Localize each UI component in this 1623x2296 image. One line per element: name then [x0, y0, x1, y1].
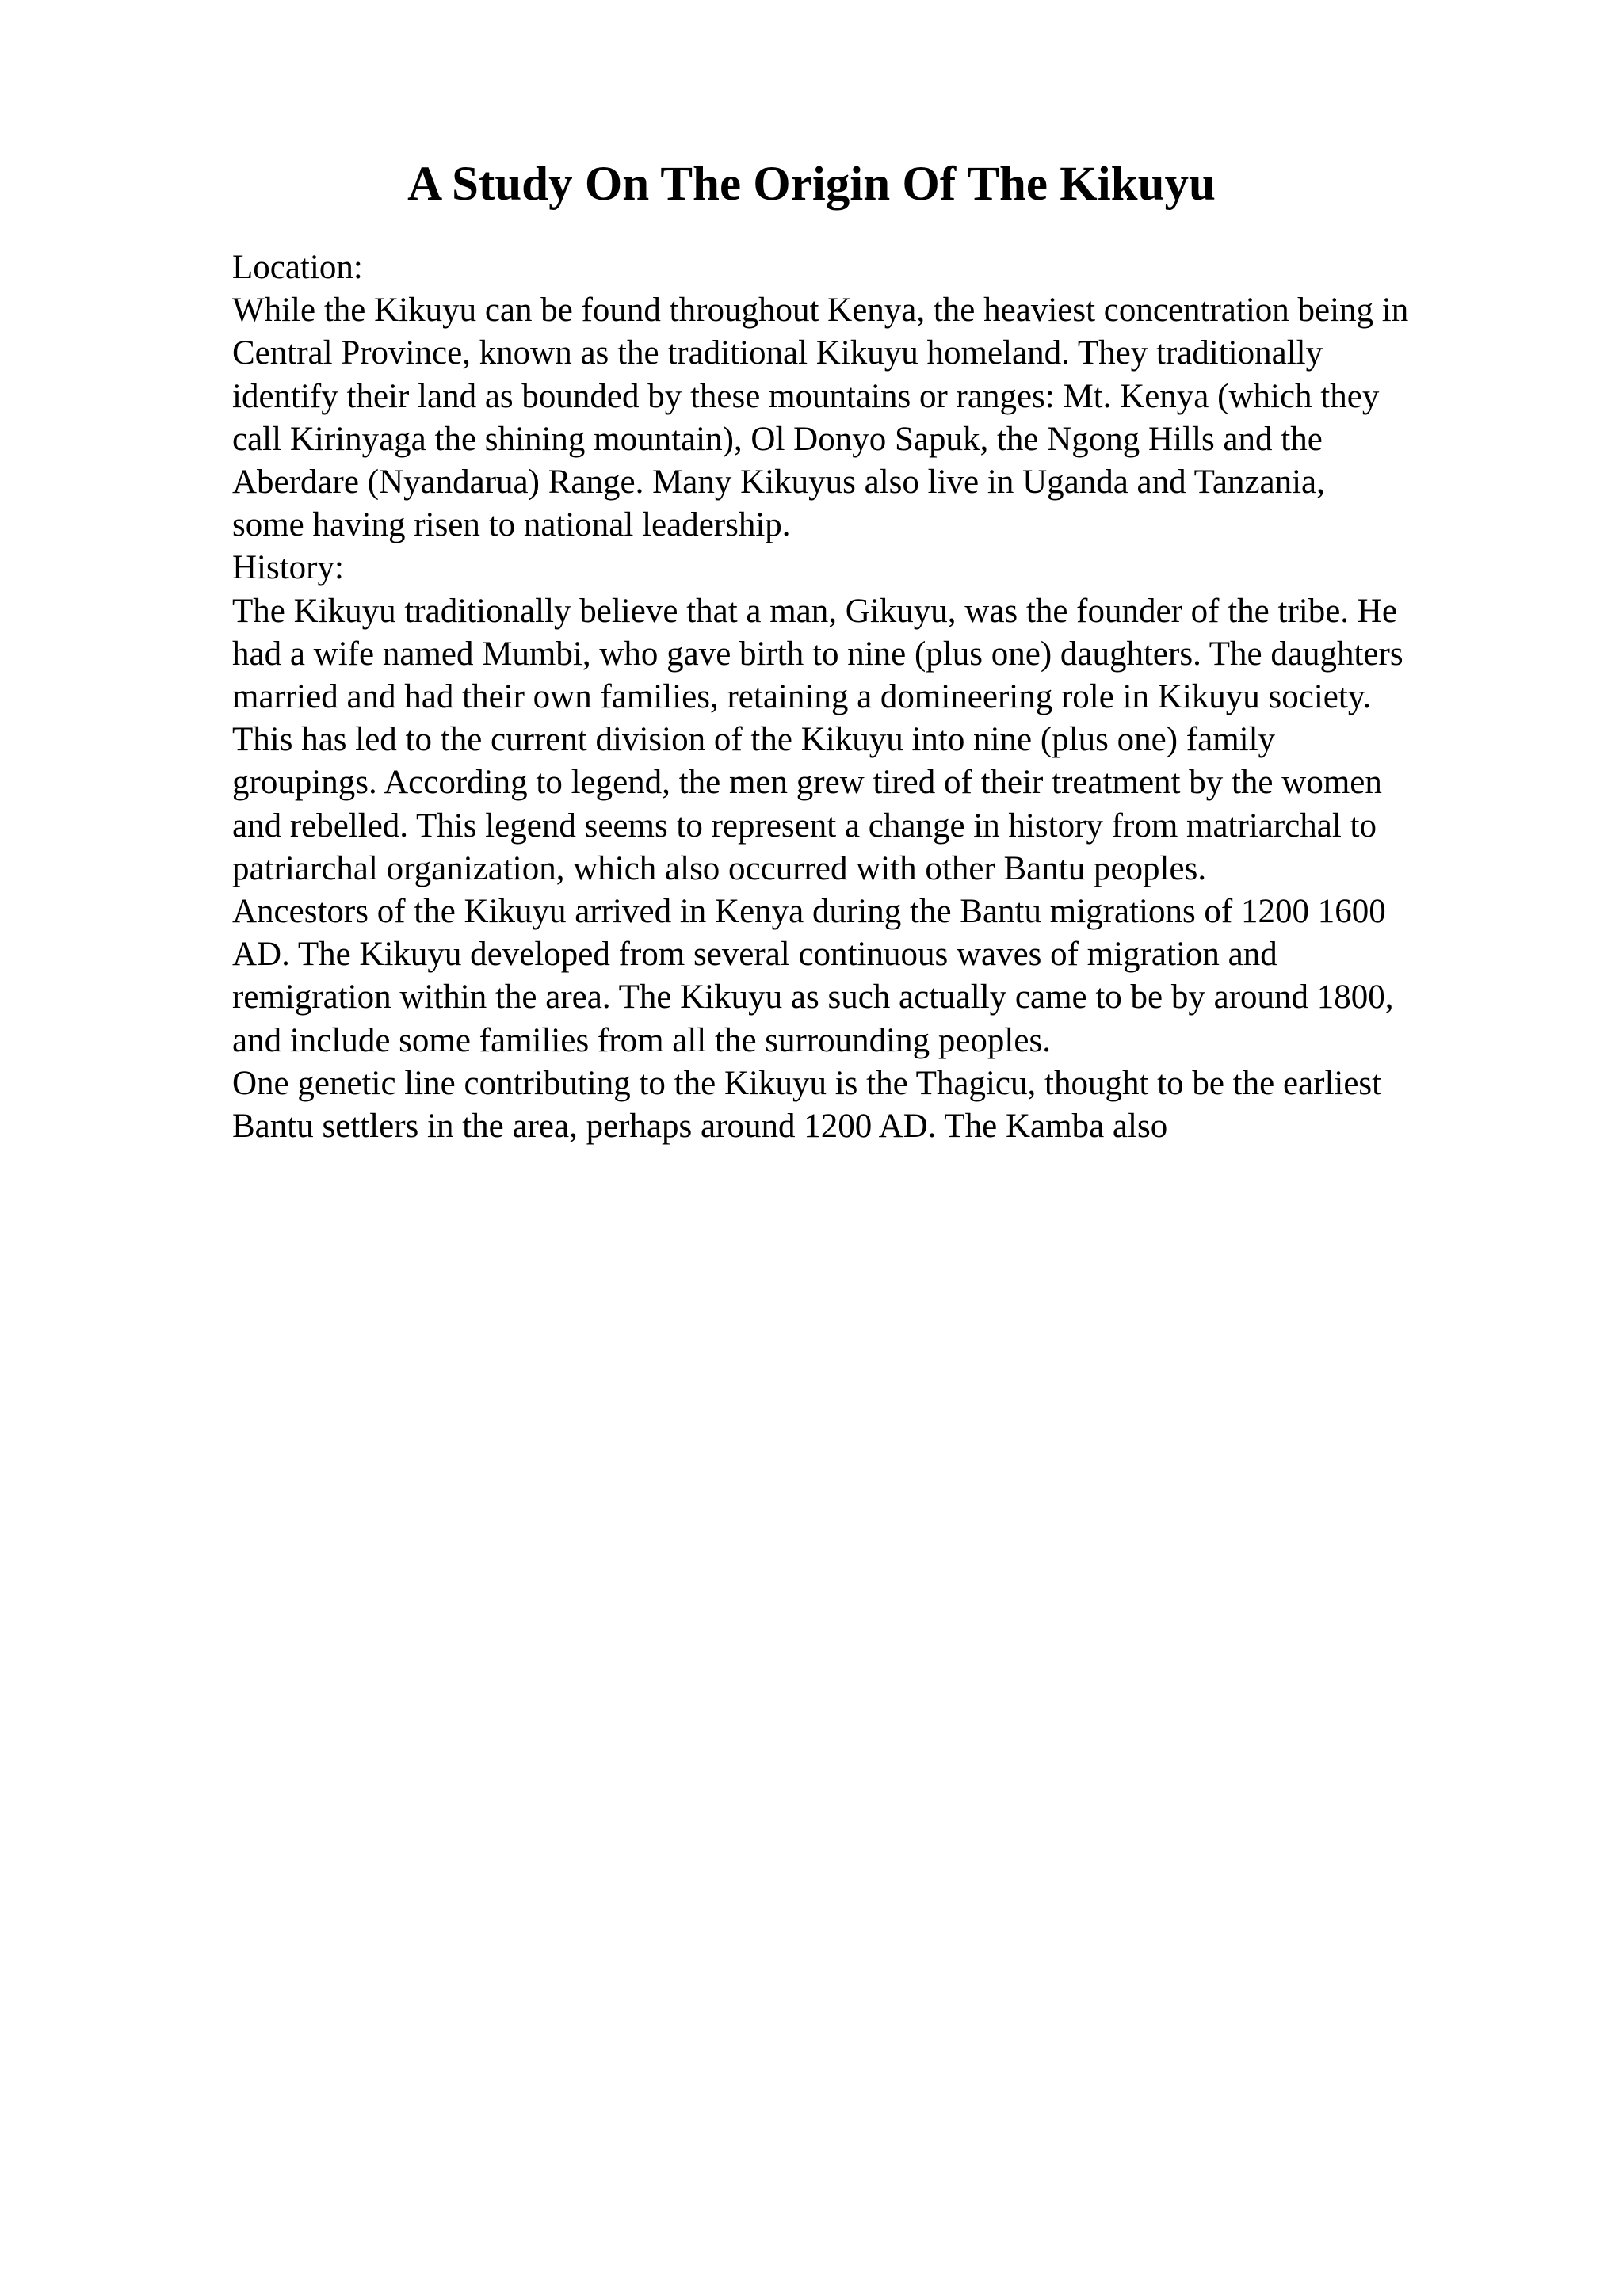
body-line: One genetic line contributing to the Kikuyu is the Thagicu, thought to be the earliest — [232, 1064, 1382, 1102]
document-title: A Study On The Origin Of The Kikuyu — [407, 158, 1216, 211]
body-line: and include some families from all the surrounding peoples. — [232, 1021, 1051, 1059]
body-line: some having risen to national leadership. — [232, 506, 791, 544]
body-line: Central Province, known as the traditional Kikuyu homeland. They traditionally — [232, 334, 1323, 372]
body-line: While the Kikuyu can be found throughout Kenya, the heaviest concentration being in — [232, 292, 1409, 330]
body-line: Aberdare (Nyandarua) Range. Many Kikuyus also live in Uganda and Tanzania, — [232, 463, 1325, 502]
body-line: AD. The Kikuyu developed from several continuous waves of migration and — [232, 936, 1277, 974]
body-line: The Kikuyu traditionally believe that a man, Gikuyu, was the founder of the tribe. He — [232, 592, 1397, 630]
body-line: Bantu settlers in the area, perhaps around 1200 AD. The Kamba also — [232, 1108, 1168, 1146]
body-line: groupings. According to legend, the men grew tired of their treatment by the women — [232, 764, 1382, 802]
body-line: call Kirinyaga the shining mountain), Ol Donyo Sapuk, the Ngong Hills and the — [232, 420, 1323, 458]
body-line: identify their land as bounded by these mountains or ranges: Mt. Kenya (which they — [232, 377, 1380, 415]
body-line: had a wife named Mumbi, who gave birth to nine (plus one) daughters. The daughters — [232, 635, 1403, 673]
body-line: married and had their own families, retaining a domineering role in Kikuyu society. — [232, 678, 1372, 716]
body-line-location-heading: Location: — [232, 249, 363, 286]
body-line: patriarchal organization, which also occurred with other Bantu peoples. — [232, 849, 1207, 887]
body-line: This has led to the current division of the Kikuyu into nine (plus one) family — [232, 721, 1276, 759]
body-line: and rebelled. This legend seems to represent a change in history from matriarchal to — [232, 807, 1377, 845]
document-body — [232, 246, 1564, 1148]
body-line: Ancestors of the Kikuyu arrived in Kenya during the Bantu migrations of 1200 1600 — [232, 893, 1386, 931]
body-line-history-heading: History: — [232, 549, 344, 587]
body-line: remigration within the area. The Kikuyu as such actually came to be by around 1800, — [232, 978, 1394, 1016]
